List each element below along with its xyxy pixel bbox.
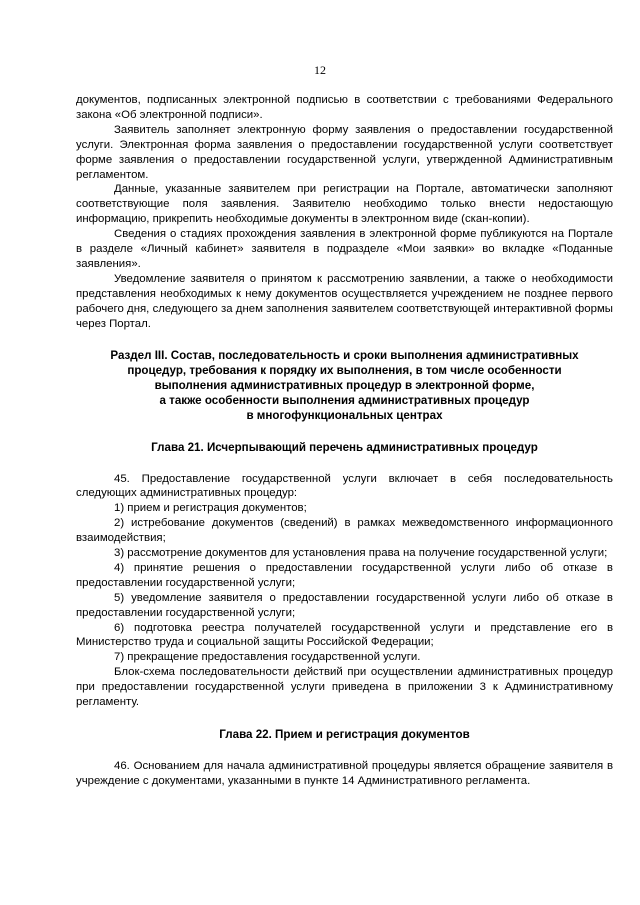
document-body <box>76 93 613 789</box>
section-heading-line: выполнения административных процедур в электронной форме, <box>154 378 535 392</box>
section-heading-line: процедур, требования к порядку их выполнения, в том числе особенности <box>127 363 562 377</box>
paragraph-46: 46. Основанием для начала административной процедуры является обращение заявителя в учреждение с документами, указанными в пункте 14 Административного регламента. <box>76 760 613 787</box>
section-heading-line: а также особенности выполнения административных процедур <box>159 393 530 407</box>
list-item: 1) прием и регистрация документов; <box>114 502 307 515</box>
paragraph-applicant-fills-form: Заявитель заполняет электронную форму заявления о предоставлении государственной услуги. Электронная форма заявления о предоставлении государственной услуги соответствует форме заявления о предоставлении государственной услуги, утвержденной Административным регламентом. <box>76 123 613 181</box>
list-item: 4) принятие решения о предоставлении государственной услуги либо об отказе в предоставлении государственной услуги; <box>76 561 613 589</box>
page-number: 12 <box>314 63 326 77</box>
section-heading <box>76 348 613 423</box>
paragraph-block-scheme: Блок-схема последовательности действий при осуществлении административных процедур при предоставлении государственной услуги приведена в приложении 3 к Административному регламенту. <box>76 666 613 709</box>
list-item: 2) истребование документов (сведений) в рамках межведомственного информационного взаимодействия; <box>76 517 613 545</box>
paragraph-45: 45. Предоставление государственной услуги включает в себя последовательность следующих административных процедур: <box>76 472 613 500</box>
list-item: 6) подготовка реестра получателей государственной услуги и представление его в Министерство труда и социальной защиты Российской Федерации; <box>76 621 613 649</box>
list-item: 7) прекращение предоставления государственной услуги. <box>114 651 421 664</box>
paragraph-status-info: Сведения о стадиях прохождения заявления в электронной форме публикуются на Портале в разделе «Личный кабинет» заявителя в подразделе «Мои заявки» во вкладке «Поданные заявления». <box>76 228 613 270</box>
paragraph-portal-autofill: Данные, указанные заявителем при регистрации на Портале, автоматически заполняют соответствующие поля заявления. Заявителю необходимо только внести недостающую информацию, прикрепить необходимые документы в электронном виде (скан-копии). <box>76 183 613 226</box>
section-heading-line: в многофункциональных центрах <box>246 408 443 422</box>
list-item: 5) уведомление заявителя о предоставлении государственной услуги либо об отказе в предоставлении государственной услуги; <box>76 591 613 619</box>
chapter-22-title: Глава 22. Прием и регистрация документов <box>219 728 470 741</box>
paragraph-continuation: документов, подписанных электронной подписью в соответствии с требованиями Федерального закона «Об электронной подписи». <box>76 94 613 121</box>
section-heading-line: Раздел III. Состав, последовательность и сроки выполнения административных <box>110 348 579 362</box>
chapter-21-title: Глава 21. Исчерпывающий перечень административных процедур <box>151 440 538 454</box>
paragraph-notification: Уведомление заявителя о принятом к рассмотрению заявлении, а также о необходимости представления необходимых к нему документов осуществляется учреждением не позднее первого рабочего дня, следующего за днем заполнения заявителем соответствующей интерактивной формы через Портал. <box>76 272 613 330</box>
list-item: 3) рассмотрение документов для установления права на получение государственной услуги; <box>114 547 608 560</box>
